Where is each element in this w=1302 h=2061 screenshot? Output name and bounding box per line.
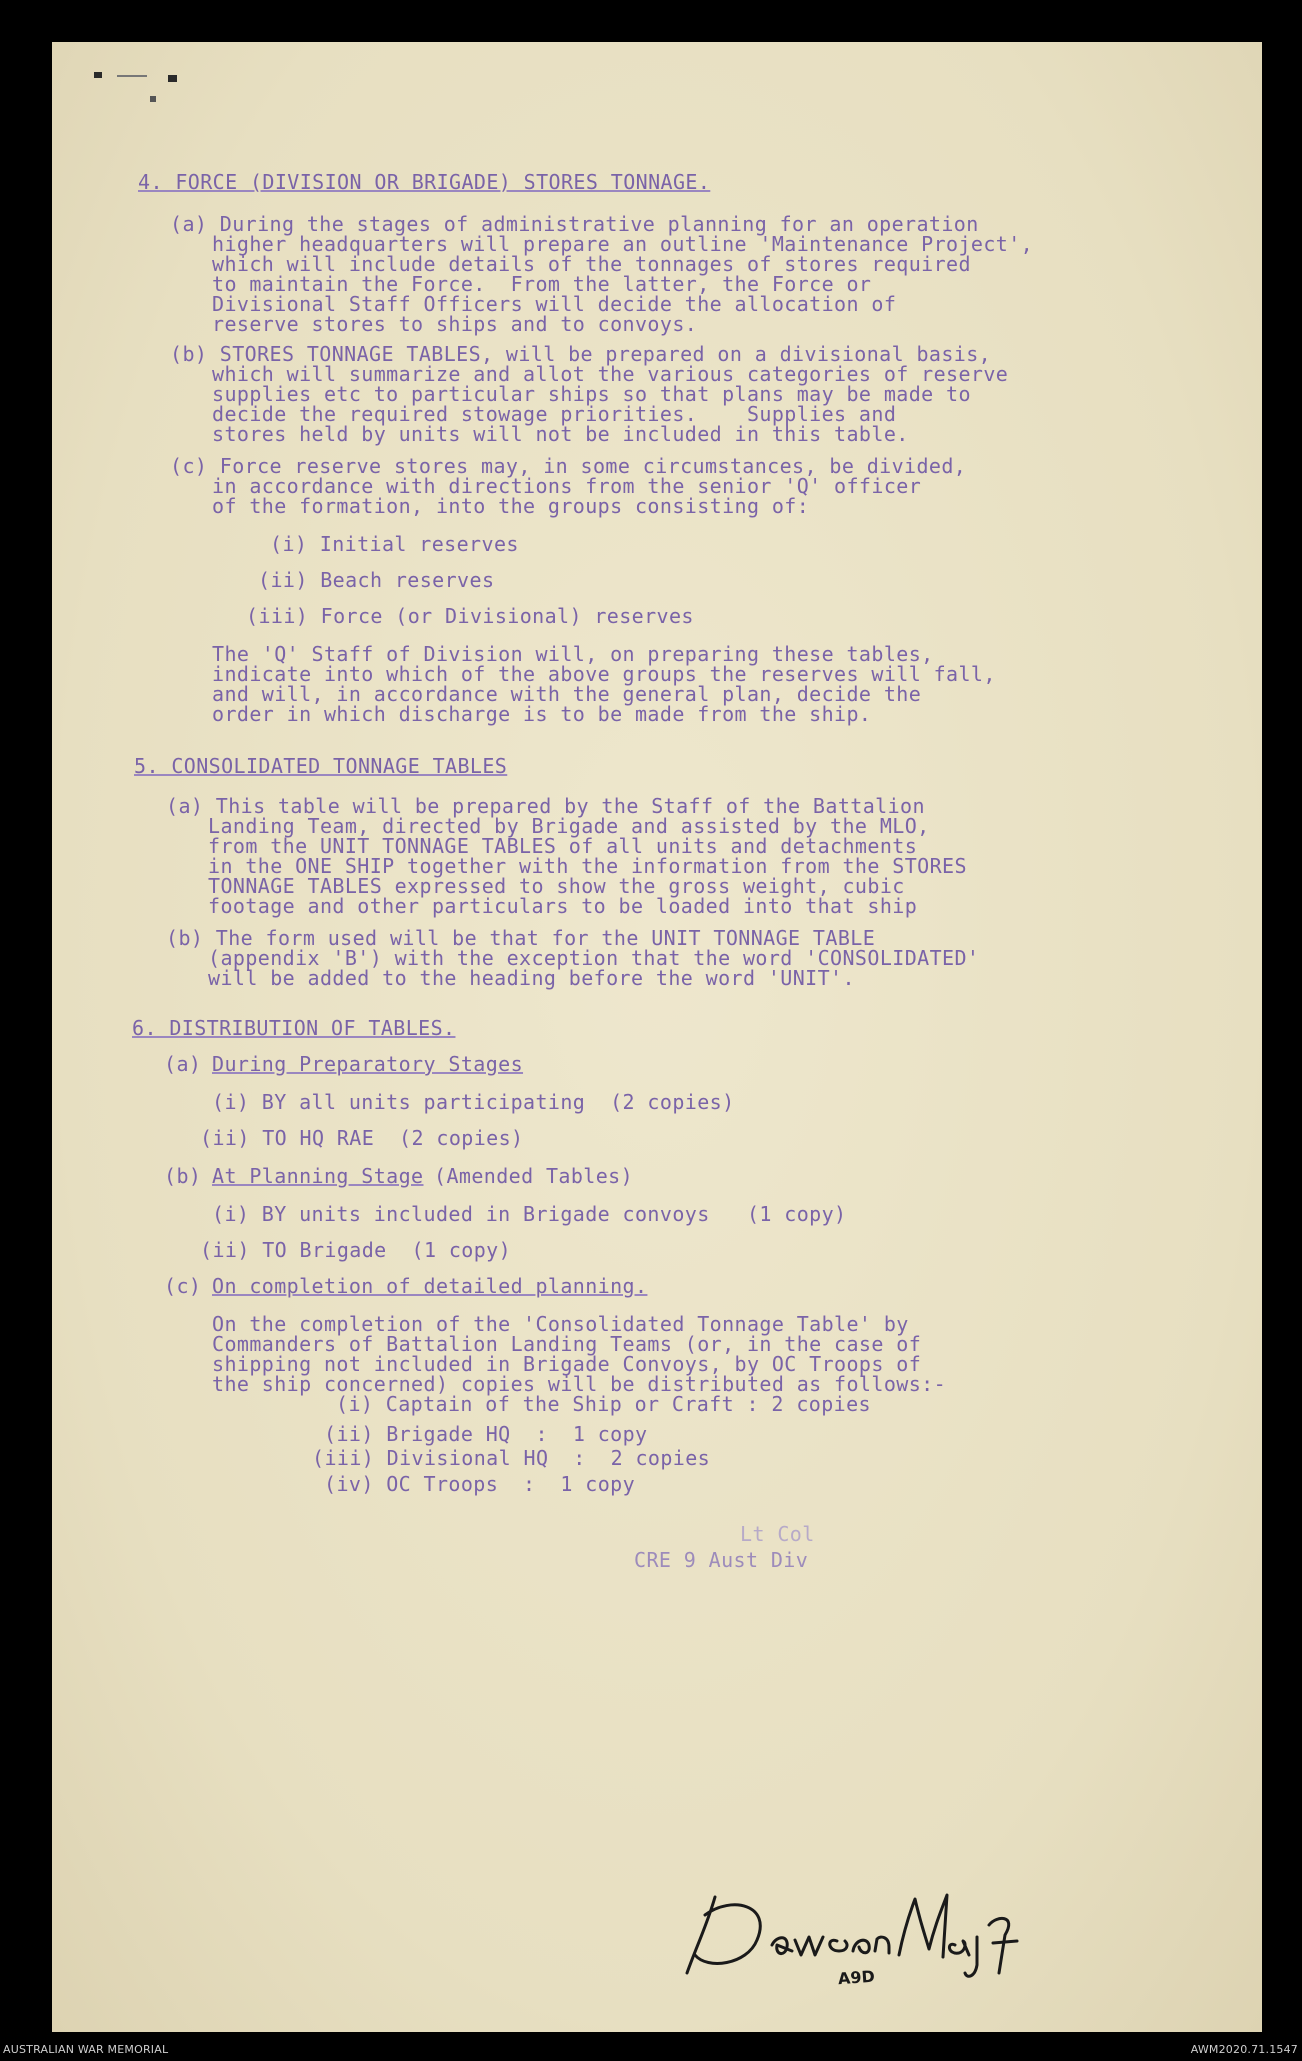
section4-a-line: reserve stores to ships and to convoys. (212, 312, 698, 336)
section4-a-line: Divisional Staff Officers will decide the allocation of (212, 292, 897, 316)
footer-left: AUSTRALIAN WAR MEMORIAL (3, 2043, 169, 2056)
section6-c-item: (iii) Divisional HQ : 2 copies (312, 1446, 711, 1470)
section4-heading: 4. FORCE (DIVISION OR BRIGADE) STORES TONNAGE. (138, 170, 711, 194)
section6-c-item: (ii) Brigade HQ : 1 copy (324, 1422, 648, 1446)
section5-a-line: (a) This table will be prepared by the Staff of the Battalion (166, 794, 925, 818)
group-item: (ii) Beach reserves (258, 568, 495, 592)
section4-a-line: which will include details of the tonnages of stores required (212, 252, 971, 276)
section6-a-item: (i) BY all units participating (2 copies) (212, 1090, 735, 1114)
signature-rank: Lt Col (740, 1522, 815, 1546)
footer-right: AWM2020.71.1547 (1190, 2043, 1298, 2056)
section6-c-line: shipping not included in Brigade Convoys, by OC Troops of (212, 1352, 922, 1376)
section5-a-line: from the UNIT TONNAGE TABLES of all units and detachments (208, 834, 918, 858)
section6-b-item: (i) BY units included in Brigade convoys (1 copy) (212, 1202, 847, 1226)
section5-a-line: in the ONE SHIP together with the information from the STORES (208, 854, 967, 878)
section5-b-line: (b) The form used will be that for the UNIT TONNAGE TABLE (166, 926, 876, 950)
section4-a-line: to maintain the Force. From the latter, the Force or (212, 272, 872, 296)
section4-a-line: higher headquarters will prepare an outline 'Maintenance Project', (212, 232, 1034, 256)
section5-heading: 5. CONSOLIDATED TONNAGE TABLES (134, 754, 508, 778)
section4-a-line: (a) During the stages of administrative planning for an operation (170, 212, 979, 236)
section4-c-line: of the formation, into the groups consisting of: (212, 494, 810, 518)
q-staff-line: order in which discharge is to be made from the ship. (212, 702, 872, 726)
section6-c-line: Commanders of Battalion Landing Teams (or, in the case of (212, 1332, 922, 1356)
section6-heading: 6. DISTRIBUTION OF TABLES. (132, 1016, 456, 1040)
section4-b-line: supplies etc to particular ships so that plans may be made to (212, 382, 971, 406)
section6-a-item: (ii) TO HQ RAE (2 copies) (200, 1126, 524, 1150)
section4-b-line: decide the required stowage priorities. Supplies and (212, 402, 897, 426)
section6-a-label: (a) (164, 1052, 202, 1076)
section4-b-line: stores held by units will not be included in this table. (212, 422, 909, 446)
section4-c-line: in accordance with directions from the senior 'Q' officer (212, 474, 922, 498)
signature-unit: CRE 9 Aust Div (634, 1548, 809, 1572)
section6-c-line: the ship concerned) copies will be distributed as follows:- (212, 1372, 947, 1396)
section5-a-line: footage and other particulars to be loaded into that ship (208, 894, 918, 918)
q-staff-line: indicate into which of the above groups the reserves will fall, (212, 662, 996, 686)
section6-c-line: On the completion of the 'Consolidated Tonnage Table' by (212, 1312, 909, 1336)
section6-c-item: (iv) OC Troops : 1 copy (324, 1472, 636, 1496)
section6-a-title: During Preparatory Stages (212, 1052, 524, 1076)
section4-b-line: which will summarize and allot the various categories of reserve (212, 362, 1009, 386)
section6-b-title: At Planning Stage (212, 1164, 424, 1188)
q-staff-line: and will, in accordance with the general plan, decide the (212, 682, 922, 706)
section6-b-note: (Amended Tables) (434, 1164, 634, 1188)
section6-b-label: (b) (164, 1164, 202, 1188)
section5-b-line: (appendix 'B') with the exception that the word 'CONSOLIDATED' (208, 946, 980, 970)
section5-a-line: Landing Team, directed by Brigade and assisted by the MLO, (208, 814, 930, 838)
section6-c-label: (c) (164, 1274, 202, 1298)
section4-b-line: (b) STORES TONNAGE TABLES, will be prepared on a divisional basis, (170, 342, 992, 366)
group-item: (iii) Force (or Divisional) reserves (246, 604, 694, 628)
document-page (52, 42, 1262, 2032)
group-item: (i) Initial reserves (270, 532, 519, 556)
section6-c-item: (i) Captain of the Ship or Craft : 2 copies (336, 1392, 871, 1416)
document-body (52, 42, 1262, 2032)
section5-a-line: TONNAGE TABLES expressed to show the gross weight, cubic (208, 874, 905, 898)
section5-b-line: will be added to the heading before the word 'UNIT'. (208, 966, 855, 990)
section6-c-title: On completion of detailed planning. (212, 1274, 648, 1298)
signature-annotation: A9D (837, 1966, 876, 1989)
section4-c-line: (c) Force reserve stores may, in some circumstances, be divided, (170, 454, 967, 478)
section6-b-item: (ii) TO Brigade (1 copy) (200, 1238, 512, 1262)
q-staff-line: The 'Q' Staff of Division will, on preparing these tables, (212, 642, 934, 666)
